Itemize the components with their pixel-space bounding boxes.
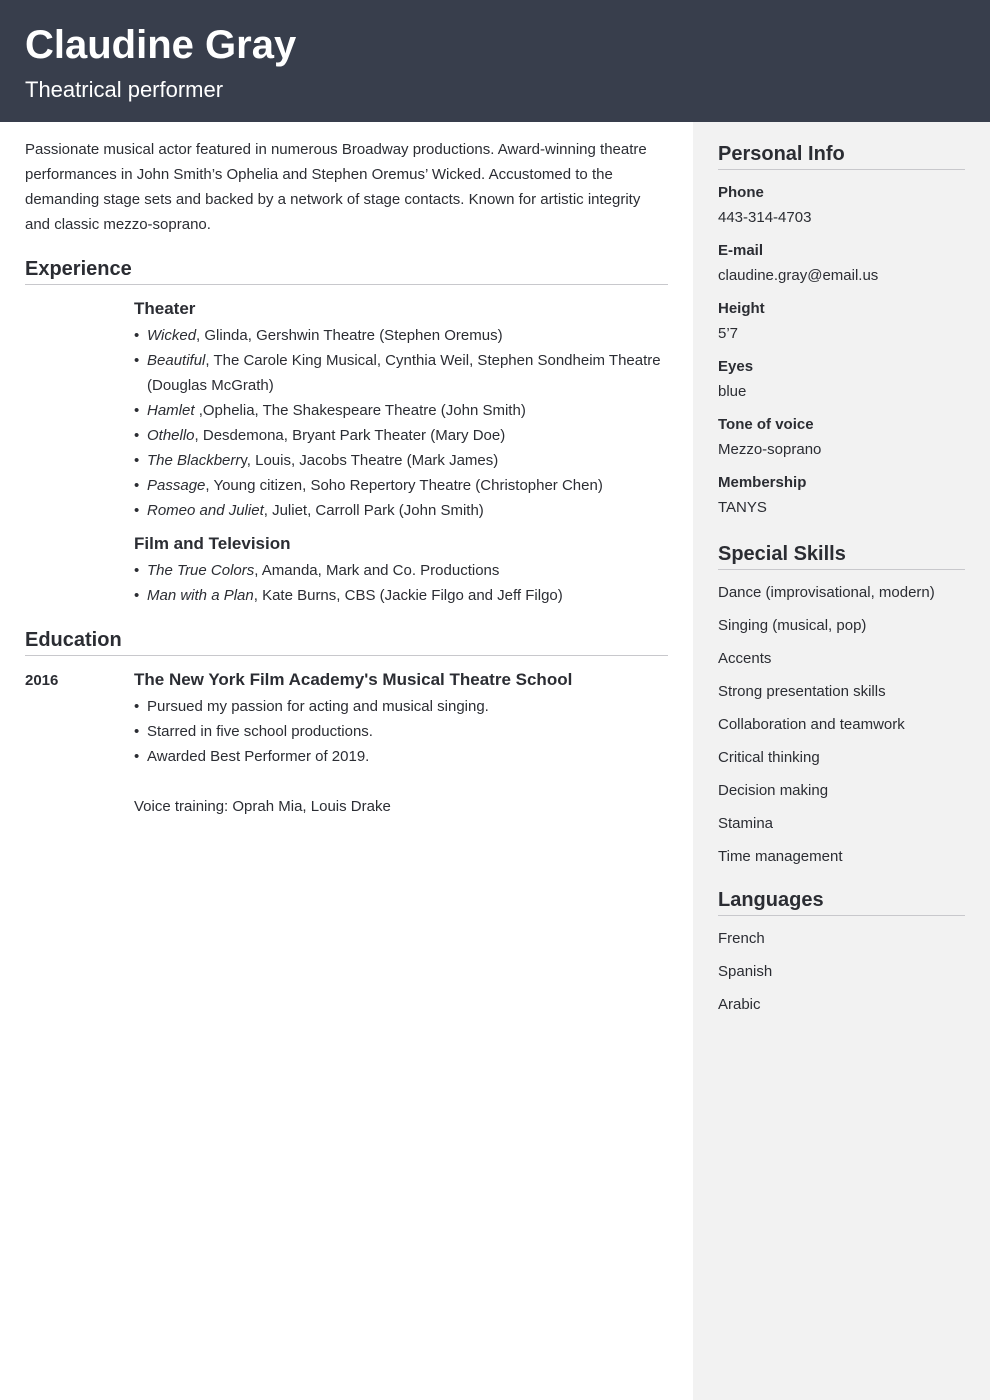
info-label: E-mail [718, 242, 764, 259]
experience-entry [25, 297, 668, 608]
main-column [25, 137, 668, 819]
list-item: Decision making [718, 782, 829, 799]
list-item [134, 348, 668, 398]
personal-info-section [718, 142, 965, 518]
education-year: 2016 [25, 672, 59, 689]
role-details: , Desdemona, Bryant Park Theater (Mary Doe) [194, 427, 506, 444]
list-item: Spanish [718, 963, 773, 980]
candidate-name: Claudine Gray [25, 23, 297, 67]
list-item: Stamina [718, 815, 774, 832]
languages-list [718, 929, 965, 1015]
work-title: Beautiful [147, 352, 206, 369]
voice-training: Voice training: Oprah Mia, Louis Drake [134, 798, 391, 815]
list-item [134, 558, 668, 583]
info-value: claudine.gray@email.us [718, 267, 879, 284]
special-skills-section [718, 542, 965, 867]
list-item [134, 448, 668, 473]
role-details: , The Carole King Musical, Cynthia Weil, Stephen Sondheim Theatre (Douglas McGrath) [147, 352, 661, 394]
list-item [134, 473, 668, 498]
languages-section [718, 888, 965, 1015]
info-label: Eyes [718, 358, 754, 375]
info-value: 443-314-4703 [718, 209, 812, 226]
film-list [134, 558, 668, 608]
languages-heading: Languages [718, 888, 965, 916]
list-item: Strong presentation skills [718, 683, 886, 700]
resume-header [0, 0, 990, 122]
role-details: , Glinda, Gershwin Theatre (Stephen Oremus) [196, 327, 503, 344]
info-value: blue [718, 383, 747, 400]
work-title: Man with a Plan [147, 587, 254, 604]
list-item: • Starred in five school productions. [134, 719, 668, 744]
list-item [134, 498, 668, 523]
list-item: • Pursued my passion for acting and musical singing. [134, 694, 668, 719]
role-details: y, Louis, Jacobs Theatre (Mark James) [240, 452, 499, 469]
info-label: Phone [718, 184, 764, 201]
personal-info-heading: Personal Info [718, 142, 965, 170]
special-skills-heading: Special Skills [718, 542, 965, 570]
work-title: Passage [147, 477, 206, 494]
list-item: Time management [718, 848, 843, 865]
theater-heading: Theater [134, 299, 196, 318]
education-heading: Education [25, 628, 668, 656]
info-value: 5’7 [718, 325, 739, 342]
list-item: Arabic [718, 996, 761, 1013]
sidebar [693, 122, 990, 1400]
skills-list [718, 583, 965, 867]
info-value: Mezzo-soprano [718, 441, 822, 458]
summary-text: Passionate musical actor featured in numerous Broadway productions. Award-winning theatre performances in John Smith’s Ophelia and Stephen Oremus’ Wicked. Accustomed to the demanding stage sets and backed by a network of stage contacts. Known for artistic integrity and classic mezzo-soprano. [25, 141, 647, 233]
role-details: , Young citizen, Soho Repertory Theatre (Christopher Chen) [205, 477, 603, 494]
role-details: , Kate Burns, CBS (Jackie Filgo and Jeff Filgo) [253, 587, 563, 604]
experience-date [25, 297, 134, 608]
list-item: Accents [718, 650, 772, 667]
education-bullets [134, 694, 668, 769]
list-item [134, 323, 668, 348]
theater-list [134, 323, 668, 523]
list-item [134, 423, 668, 448]
candidate-title: Theatrical performer [25, 77, 224, 102]
info-label: Height [718, 300, 765, 317]
work-title: Hamlet [147, 402, 199, 419]
experience-body [134, 297, 668, 608]
list-item: Collaboration and teamwork [718, 716, 905, 733]
info-value: TANYS [718, 499, 767, 516]
list-item: Singing (musical, pop) [718, 617, 867, 634]
experience-heading: Experience [25, 257, 668, 285]
work-title: Othello [147, 427, 195, 444]
list-item: French [718, 930, 765, 947]
education-entry [25, 668, 668, 819]
info-label: Membership [718, 474, 807, 491]
personal-info-fields [718, 183, 965, 518]
list-item: • Awarded Best Performer of 2019. [134, 744, 668, 769]
work-title: The Blackberr [147, 452, 241, 469]
education-body [134, 668, 668, 819]
role-details: , Juliet, Carroll Park (John Smith) [263, 502, 484, 519]
role-details: , Amanda, Mark and Co. Productions [254, 562, 500, 579]
work-title: The True Colors [147, 562, 255, 579]
work-title: Romeo and Juliet [147, 502, 264, 519]
school-name: The New York Film Academy's Musical Theatre School [134, 670, 573, 689]
list-item [134, 583, 668, 608]
role-details: ,Ophelia, The Shakespeare Theatre (John Smith) [198, 402, 526, 419]
list-item [134, 398, 668, 423]
work-title: Wicked [147, 327, 197, 344]
film-heading: Film and Television [134, 534, 291, 553]
list-item: Critical thinking [718, 749, 820, 766]
list-item: Dance (improvisational, modern) [718, 584, 935, 601]
info-label: Tone of voice [718, 416, 814, 433]
